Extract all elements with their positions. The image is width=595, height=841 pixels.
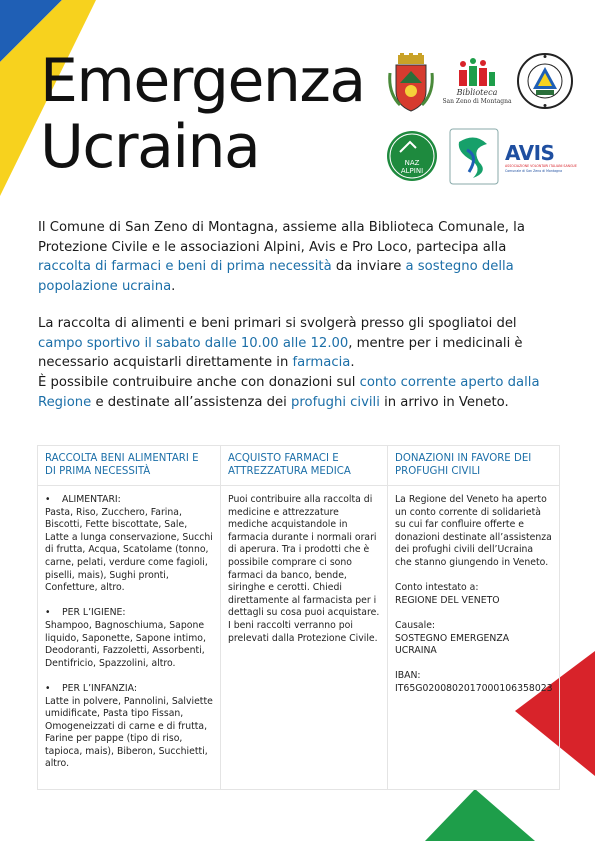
info-table [37,445,560,790]
donazioni-text: La Regione del Veneto ha aperto un conto corrente di solidarietà su cui far confluire offerte e donazioni destinate all’assistenza dei profughi civili dell’Ucraina che stanno giungendo in Veneto. [395,494,552,568]
text: È possibile contruibuire anche con donazioni sul [38,375,360,390]
highlight-farmacia: farmacia [292,355,351,371]
causale-value: SOSTEGNO EMERGENZA UCRAINA [395,632,510,657]
group-label: ALIMENTARI: [62,494,121,505]
ana-alpini-logo [386,130,438,182]
highlight-profughi: profughi civili [291,394,380,410]
column-body [388,486,559,696]
column-heading: RACCOLTA BENI ALIMENTARI E DI PRIMA NECESSITÀ [38,446,220,486]
group-infanzia [45,683,213,771]
bullet-label: • PER L’IGIENE: [45,607,126,619]
highlight-raccolta: raccolta di farmaci e beni di prima necessità [38,259,332,275]
group-text: Shampoo, Bagnoschiuma, Sapone liquido, Saponette, Sapone intimo, Deodoranti, Fazzoletti, Assorbenti, Dentifricio, Spazzolini, altro. [45,619,206,669]
protezione-civile-logo [517,53,573,109]
group-label: PER L’INFANZIA: [62,682,137,694]
text: . [350,355,355,371]
column-farmaci [221,446,388,789]
iban-value: IT65G0200802017000106358023 [395,682,553,694]
column-heading: DONAZIONI IN FAVORE DEI PROFUGHI CIVILI [388,446,559,486]
svg-text:ALPINI: ALPINI [400,167,424,175]
avis-subtitle: ASSOCIAZIONE VOLONTARI ITALIANI SANGUE [505,164,577,168]
group-igiene [45,607,213,670]
causale-block [395,620,552,658]
column-donazioni [388,446,559,789]
column-body [38,486,220,771]
text: . [171,278,176,294]
iban-block [395,670,552,695]
biblioteca-logo [442,53,512,111]
highlight-conto-corrente: conto corrente aperto dalla Regione [38,375,540,410]
group-text: Pasta, Riso, Zucchero, Farina, Biscotti, Fette biscottate, Sale, Latte a lunga conservazione, Succhi di frutta, Acqua, Scatolame (tonno, carne, pelati, verdure come fagioli, piselli, mais), Sughi pronti, Confetture, altro. [45,506,213,594]
account-label: Conto intestato a: [395,582,479,594]
text: e destinate all’assistenza dei [91,394,292,410]
account-block [395,582,552,607]
highlight-sostegno: a sostegno della popolazione ucraina [38,259,514,294]
text: in arrivo in Veneto. [379,394,509,410]
causale-label: Causale: [395,619,436,631]
text: , mentre per i medicinali è necessario acquistarli direttamente in [38,335,523,371]
svg-text:NAZ: NAZ [404,159,420,167]
avis-logo [505,140,577,176]
column-heading: ACQUISTO FARMACI E ATTREZZATURA MEDICA [221,446,387,486]
biblioteca-name: Biblioteca [456,88,498,97]
comune-coat-of-arms-logo [388,53,434,115]
green-triangle [425,789,535,841]
intro-paragraph-2 [38,314,558,373]
bullet-label: • PER L’INFANZIA: [45,682,137,694]
avis-place: Comunale di San Zeno di Montagna [505,169,563,173]
pro-loco-logo [449,128,499,185]
account-value: REGIONE DEL VENETO [395,594,500,606]
text: da inviare [331,259,406,275]
column-body [221,486,387,645]
iban-label: IBAN: [395,670,421,682]
highlight-campo-sportivo: campo sportivo il sabato dalle 10.00 alle 12.00 [38,335,349,351]
page-title [40,48,365,180]
group-label: PER L’IGIENE: [62,607,126,619]
text: La raccolta di alimenti e beni primari si svolgerà presso gli spogliatoi del [38,316,517,331]
group-text: Latte in polvere, Pannolini, Salviette umidificate, Pasta tipo Fissan, Omogeneizzati di carne e di frutta, Farine per pappe (tipo di riso, tapioca, mais), Biberon, Succhietti, altro. [45,695,213,770]
avis-name: AVIS [505,141,555,165]
intro-paragraph-3 [38,373,558,412]
intro-paragraph-1 [38,218,558,296]
biblioteca-place: San Zeno di Montagna [442,98,512,105]
bullet-label: • ALIMENTARI: [45,494,121,505]
group-alimentari [45,494,213,595]
title-line-2: Ucraina [40,112,260,182]
text: Il Comune di San Zeno di Montagna, assieme alla Biblioteca Comunale, la Protezione Civile e le associazioni Alpini, Avis e Pro Loco, partecipa alla [38,220,525,255]
title-line-1: Emergenza [40,46,365,116]
column-beni-alimentari [38,446,221,789]
farmaci-text: Puoi contribuire alla raccolta di medicine e attrezzature mediche acquistandole in farmacia durante i normali orari di aperura. Tra i prodotti che è possibile comprare ci sono farmaci da banco, bende, siringhe e cerotti. Chiedi direttamente al farmacista per i dettagli su cosa puoi acquistare. I beni raccolti verranno poi prelevati dalla Protezione Civile. [228,494,380,644]
